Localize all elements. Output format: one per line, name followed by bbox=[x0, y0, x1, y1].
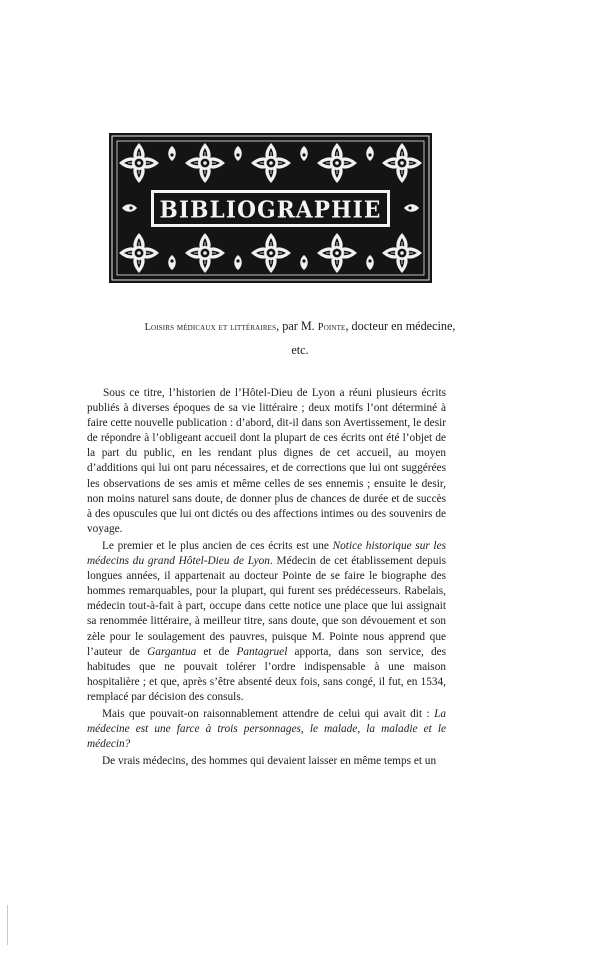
p2-text-c: et de bbox=[196, 645, 237, 658]
review-heading bbox=[100, 315, 500, 362]
heading-line-1 bbox=[100, 315, 500, 339]
article-body bbox=[87, 386, 446, 769]
paragraph-3 bbox=[87, 707, 446, 752]
p2-text-a: Le premier et le plus ancien de ces écrits est une bbox=[102, 539, 333, 552]
p3-text-a: Mais que pouvait-on raisonnablement attendre de celui qui avait dit : bbox=[102, 707, 435, 720]
heading-rest: , docteur en médecine, bbox=[345, 319, 456, 333]
p2-text-b: . Médecin de cet établissement depuis longues années, il appartenait au docteur Pointe de se faire le biographe des hommes remarquables, pour la plupart, qui furent ses prédécesseurs. Rabelais, médecin tout-à-fait à part, occupe dans cette notice une place que lui assignait sa renommée littéraire, à meilleur titre, sans doute, que son dévouement et son zèle pour le soulagement des pauvres, puisque M. Pointe nous apprend que l’auteur de bbox=[87, 555, 446, 658]
notice-title: Notice historique sur les médecins du grand Hôtel-Dieu de Lyon bbox=[87, 539, 446, 568]
top-ornament-row bbox=[119, 143, 422, 183]
heading-sep: , par M. bbox=[276, 319, 318, 333]
banner-title: BIBLIOGRAPHIE bbox=[159, 196, 382, 224]
work-title: Loisirs médicaux et littéraires bbox=[144, 322, 277, 333]
bibliographie-banner bbox=[109, 133, 432, 283]
bottom-ornament-row bbox=[119, 233, 422, 273]
author-name: Pointe bbox=[317, 322, 346, 333]
pantagruel-title: Pantagruel bbox=[236, 645, 288, 658]
gargantua-title: Gargantua bbox=[147, 645, 197, 658]
margin-rule bbox=[7, 905, 8, 945]
paragraph-2 bbox=[87, 539, 446, 705]
ornamental-frame bbox=[109, 133, 432, 283]
paragraph-1: Sous ce titre, l’historien de l’Hôtel-Dieu de Lyon a réuni plusieurs écrits publiés à diverses époques de sa vie littéraire ; deux motifs l’ont déterminé à faire cette nouvelle publication : d’abord, dit-il dans son Avertissement, le desir de répondre à l’obligeant accueil dont la plupart de ces écrits ont été l’objet de la part du public, en les rendant plus dignes de cet accueil, au moyen d’additions qui lui ont paru nécessaires, et de corrections que lui ont suggérées les observations de ses amis et même celles de ses ennemis ; ensuite le desir, non moins naturel sans doute, de donner plus de chances de durée et de succès à des opuscules que lui ont dictés ou des affections intimes ou des souvenirs de voyage. bbox=[87, 387, 446, 535]
rabelais-quote: La médecine est une farce à trois personnages, le malade, la maladie et le médecin? bbox=[87, 707, 446, 751]
heading-line-2: etc. bbox=[291, 343, 309, 357]
p2-text-d: apporta, dans son service, des habitudes que ne pouvait tolérer l’ordre indispensable à une maison hospitalière ; et que, après s’être absenté deux fois, sans congé, il fut, en 1534, remplacé par décision des consuls. bbox=[87, 645, 447, 703]
paragraph-4: De vrais médecins, des hommes qui devaient laisser en même temps et un bbox=[102, 755, 437, 768]
